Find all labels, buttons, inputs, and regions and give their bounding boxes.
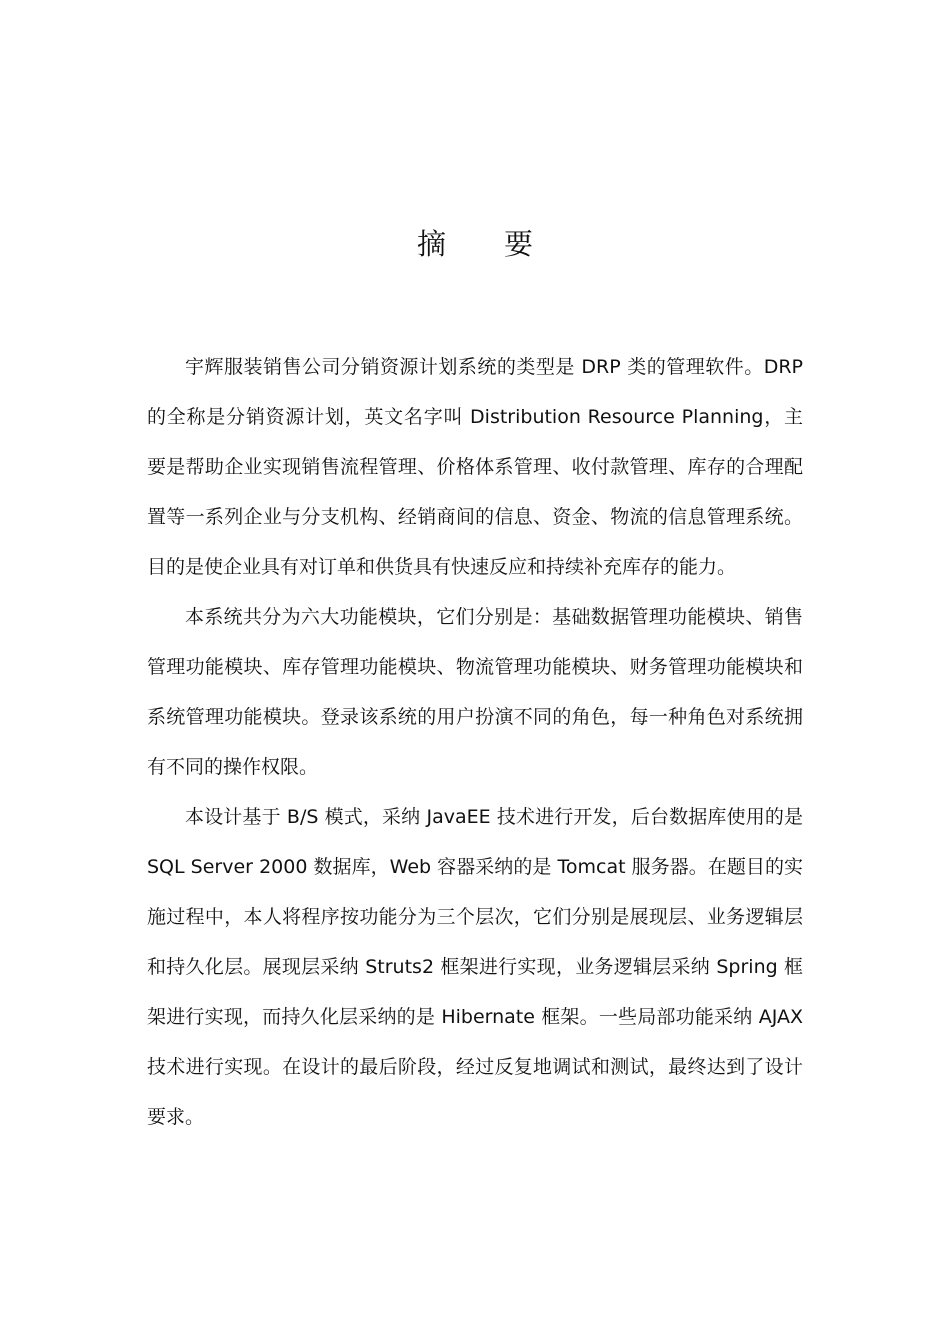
title-char-2: 要 bbox=[504, 227, 534, 261]
abstract-paragraph-3: 本设计基于 B/S 模式，采纳 JavaEE 技术进行开发，后台数据库使用的是 SQL Server 2000 数据库，Web 容器采纳的是 Tomcat 服务器。在题目的实施过程中，本人将程序按功能分为三个层次，它们分别是展现层、业务逻辑层和持久化层。展现层采纳 Struts2 框架进行实现，业务逻辑层采纳 Spring 框架进行实现，而持久化层采纳的是 Hibernate 框架。一些局部功能采纳 AJAX 技术进行实现。在设计的最后阶段，经过反复地调试和测试，最终达到了设计要求。 bbox=[147, 806, 803, 1128]
abstract-body bbox=[147, 342, 803, 1142]
abstract-paragraph-2: 本系统共分为六大功能模块，它们分别是：基础数据管理功能模块、销售管理功能模块、库存管理功能模块、物流管理功能模块、财务管理功能模块和系统管理功能模块。登录该系统的用户扮演不同的角色，每一种角色对系统拥有不同的操作权限。 bbox=[147, 606, 803, 778]
page-title bbox=[0, 222, 950, 266]
abstract-paragraph-1: 宇辉服装销售公司分销资源计划系统的类型是 DRP 类的管理软件。DRP 的全称是分销资源计划，英文名字叫 Distribution Resource Planning，主要是帮助企业实现销售流程管理、价格体系管理、收付款管理、库存的合理配置等一系列企业与分支机构、经销商间的信息、资金、物流的信息管理系统。目的是使企业具有对订单和供货具有快速反应和持续补充库存的能力。 bbox=[147, 356, 803, 578]
title-char-1: 摘 bbox=[416, 227, 446, 261]
